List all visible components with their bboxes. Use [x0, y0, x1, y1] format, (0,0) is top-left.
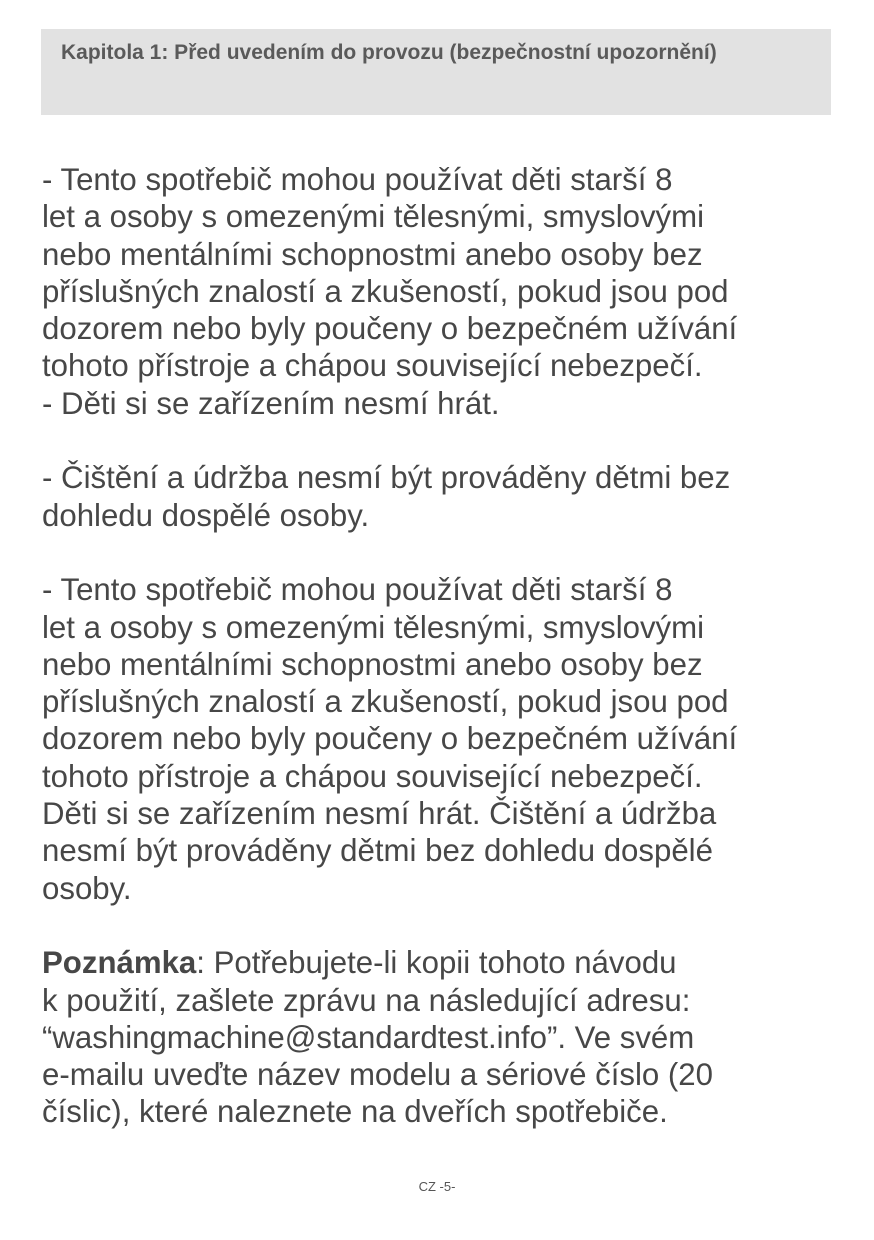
text-line: dozorem nebo byly poučeny o bezpečném užívání [42, 721, 738, 757]
text-line: dozorem nebo byly poučeny o bezpečném užívání [42, 311, 738, 347]
note-email-line: “washingmachine@standardtest.info”. Ve svém [42, 1019, 695, 1055]
text-line: k použití, zašlete zprávu na následující adresu: [42, 982, 691, 1018]
text-line: příslušných znalostí a zkušeností, pokud jsou pod [42, 684, 729, 720]
text-line: příslušných znalostí a zkušeností, pokud jsou pod [42, 273, 729, 309]
text-line: Děti si se zařízením nesmí hrát. Čištění a údržba [42, 796, 717, 832]
paragraph-usage-warning [42, 161, 842, 422]
text-line: nebo mentálními schopnostmi anebo osoby bez [42, 646, 703, 682]
chapter-title: Kapitola 1: Před uvedením do provozu (bezpečnostní upozornění) [61, 41, 717, 64]
text-line: let a osoby s omezenými tělesnými, smyslovými [42, 199, 705, 235]
document-body [42, 161, 842, 1131]
text-line: e-mailu uveďte název modelu a sériové číslo (20 [42, 1057, 713, 1093]
paragraph-spacer [42, 422, 842, 459]
paragraph-cleaning-warning [42, 459, 842, 534]
text-line: nebo mentálními schopnostmi anebo osoby bez [42, 236, 703, 272]
paragraph-usage-warning-repeat [42, 571, 842, 907]
paragraph-spacer [42, 907, 842, 944]
text-line: nesmí být prováděny dětmi bez dohledu dospělé [42, 833, 713, 869]
note-first-line [42, 944, 842, 981]
text-line: osoby. [42, 870, 132, 906]
text-line: číslic), které naleznete na dveřích spotřebiče. [42, 1094, 668, 1130]
text-line: - Tento spotřebič mohou používat děti starší 8 [42, 572, 673, 608]
text-line: let a osoby s omezenými tělesnými, smyslovými [42, 609, 705, 645]
paragraph-spacer [42, 534, 842, 571]
note-paragraph [42, 944, 842, 1130]
text-line: - Tento spotřebič mohou používat děti starší 8 [42, 162, 673, 197]
chapter-header [41, 29, 831, 115]
text-line: tohoto přístroje a chápou související nebezpečí. [42, 758, 703, 794]
text-line: - Čištění a údržba nesmí být prováděny dětmi bez [42, 460, 731, 496]
text-line: dohledu dospělé osoby. [42, 497, 370, 533]
note-first-line-text: : Potřebujete-li kopii tohoto návodu [196, 945, 677, 981]
note-label: Poznámka [42, 945, 197, 981]
page-number: CZ -5- [418, 1179, 456, 1194]
text-line: tohoto přístroje a chápou související nebezpečí. [42, 348, 703, 384]
text-line: - Děti si se zařízením nesmí hrát. [42, 385, 500, 421]
